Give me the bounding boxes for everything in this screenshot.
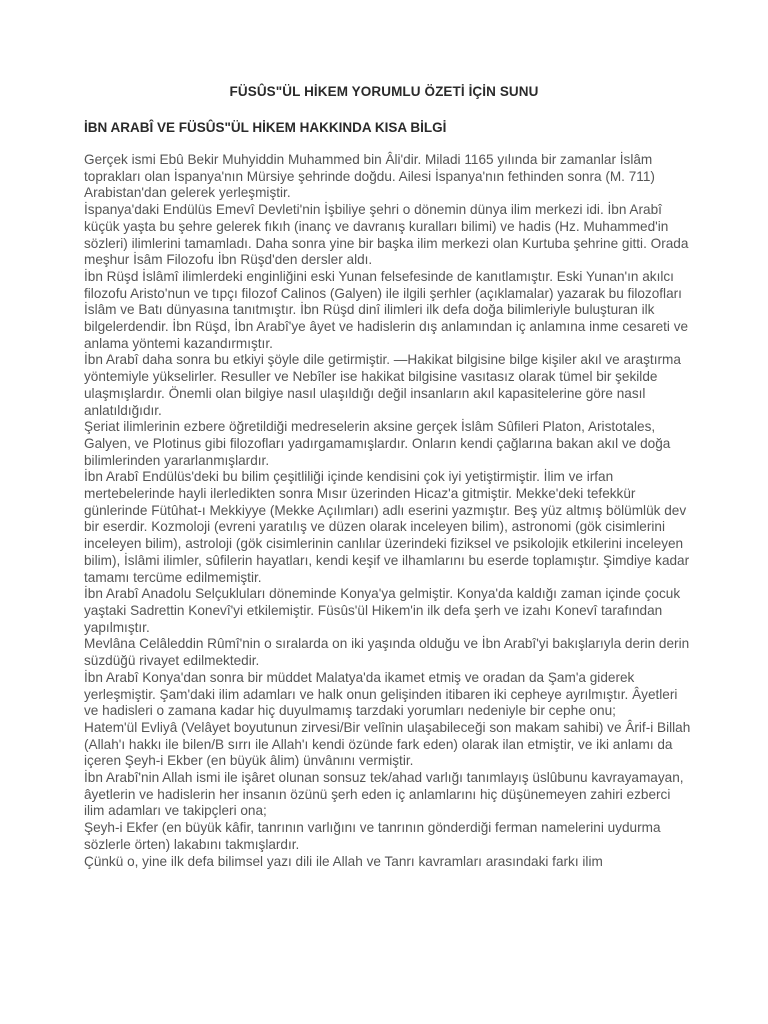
paragraph: İbn Arabî Endülüs'deki bu bilim çeşitliliği içinde kendisini çok iyi yetiştirmiştir. İlim ve irfan mertebelerinde hayli ilerledikten sonra Mısır üzerinden Hicaz'a gitmiştir. Mekke'deki tefekkür günlerinde Fütûhat-ı Mekkiyye (Mekke Açılımları) adlı eserini yazmıştır. Beş yüz altmış bölümlük dev bir eserdir. Kozmoloji (evreni yaratılış ve düzen olarak inceleyen bilim), astronomi (gök cisimlerini inceleyen bilim), astroloji (gök cisimlerinin canlılar üzerindeki fiziksel ve psikolojik etkilerini inceleyen bilim), İslâmi ilimler, sûfilerin hayatları, kendi keşif ve ilhamlarını bu eserde toplamıştır. Şimdiye kadar tamamı tercüme edilmemiştir. — [84, 469, 690, 585]
document-body — [84, 152, 694, 870]
paragraph: İspanya'daki Endülüs Emevî Devleti'nin İşbiliye şehri o dönemin dünya ilim merkezi idi. İbn Arabî küçük yaşta bu şehre gelerek fıkıh (inanç ve davranış kuralları bilimi) ve hadis (Hz. Muhammed'in sözleri) ilimlerini tamamladı. Daha sonra yine bir başka ilim merkezi olan Kurtuba şehrine gitti. Orada meşhur İsâm Filozofu İbn Rüşd'den dersler aldı. — [84, 202, 689, 268]
paragraph: Gerçek ismi Ebû Bekir Muhyiddin Muhammed bin Âli'dir. Miladi 1165 yılında bir zamanlar İslâm toprakları olan İspanya'nın Mürsiye şehrinde doğdu. Ailesi İspanya'nın fethinden sonra (M. 711) Arabistan'dan gelerek yerleşmiştir. — [84, 152, 655, 201]
paragraph: Çünkü o, yine ilk defa bilimsel yazı dili ile Allah ve Tanrı kavramları arasındaki farkı ilim — [84, 853, 603, 869]
paragraph: Şeriat ilimlerinin ezbere öğretildiği medreselerin aksine gerçek İslâm Sûfileri Platon, Aristotales, Galyen, ve Plotinus gibi filozofları yadırgamamışlardır. Onların kendi çağlarına bakan akıl ve doğa bilimlerinden yararlanmışlardır. — [84, 419, 671, 468]
paragraph: İbn Arabî daha sonra bu etkiyi şöyle dile getirmiştir. —Hakikat bilgisine bilge kişiler akıl ve araştırma yöntemiyle yükselirler. Resuller ve Nebîler ise hakikat bilgisine vasıtasız olarak tümel bir şekilde ulaşmışlardır. Önemli olan bilgiye nasıl ulaşıldığı değil insanların akıl kapasitelerine göre nasıl anlatıldığıdır. — [84, 352, 681, 418]
section-heading: İBN ARABÎ VE FÜSÛS"ÜL HİKEM HAKKINDA KISA BİLGİ — [84, 120, 447, 135]
paragraph: İbn Arabî'nin Allah ismi ile işâret olunan sonsuz tek/ahad varlığı tanımlayış üslûbunu kavrayamayan, âyetlerin ve hadislerin her insanın özünü şerh eden iç anlamlarını hiç düşünemeyen zahiri ezberci ilim adamları ve takipçleri ona; — [84, 770, 684, 819]
paragraph: İbn Rüşd İslâmî ilimlerdeki enginliğini eski Yunan felsefesinde de kanıtlamıştır. Eski Yunan'ın akılcı filozofu Aristo'nun ve tıpçı filozof Calinos (Galyen) ile ilgili şerhler (açıklamalar) yazarak bu filozofları İslâm ve Batı dünyasına tanıtmıştır. İbn Rüşd dinî ilimleri ilk defa doğa bilimleriyle buluşturan ilk bilgelerdendir. İbn Rüşd, İbn Arabî'ye âyet ve hadislerin dış anlamından iç anlamına inme cesareti ve anlama yöntemi kazandırmıştır. — [84, 268, 689, 351]
paragraph: Hatem'ül Evliyâ (Velâyet boyutunun zirvesi/Bir velînin ulaşabileceği son makam sahibi) ve Ârif-i Billah (Allah'ı hakkı ile bilen/B sırrı ile Allah'ı kendi özünde fark eden) olarak ilan etmiştir, ve iki anlamı da içeren Şeyh-i Ekber (en büyük âlim) ünvânını vermiştir. — [84, 719, 691, 769]
document-title: FÜSÛS"ÜL HİKEM YORUMLU ÖZETİ İÇİN SUNU — [229, 84, 539, 99]
paragraph: Mevlâna Celâleddin Rûmî'nin o sıralarda on iki yaşında olduğu ve İbn Arabî'yi bakışlarıyla derin derin süzdüğü rivayet edilmektedir. — [84, 636, 690, 669]
paragraph: İbn Arabî Anadolu Selçukluları döneminde Konya'ya gelmiştir. Konya'da kaldığı zaman içinde çocuk yaştaki Sadrettin Konevî'yi etkilemiştir. Füsûs'ül Hikem'in ilk defa şerh ve izahı Konevî tarafından yapılmıştır. — [84, 586, 681, 635]
paragraph: İbn Arabî Konya'dan sonra bir müddet Malatya'da ikamet etmiş ve oradan da Şam'a giderek yerleşmiştir. Şam'daki ilim adamları ve halk onun gelişinden itibaren iki cepheye ayrılmıştır. Âyetleri ve hadisleri o zamana kadar hiç duyulmamış tarzdaki yorumları nedeniyle bir cephe onu; — [84, 669, 678, 719]
paragraph: Şeyh-i Ekfer (en büyük kâfir, tanrının varlığını ve tanrının gönderdiği ferman namelerini uydurma sözlerle örten) lakabını takmışlardır. — [84, 820, 661, 852]
